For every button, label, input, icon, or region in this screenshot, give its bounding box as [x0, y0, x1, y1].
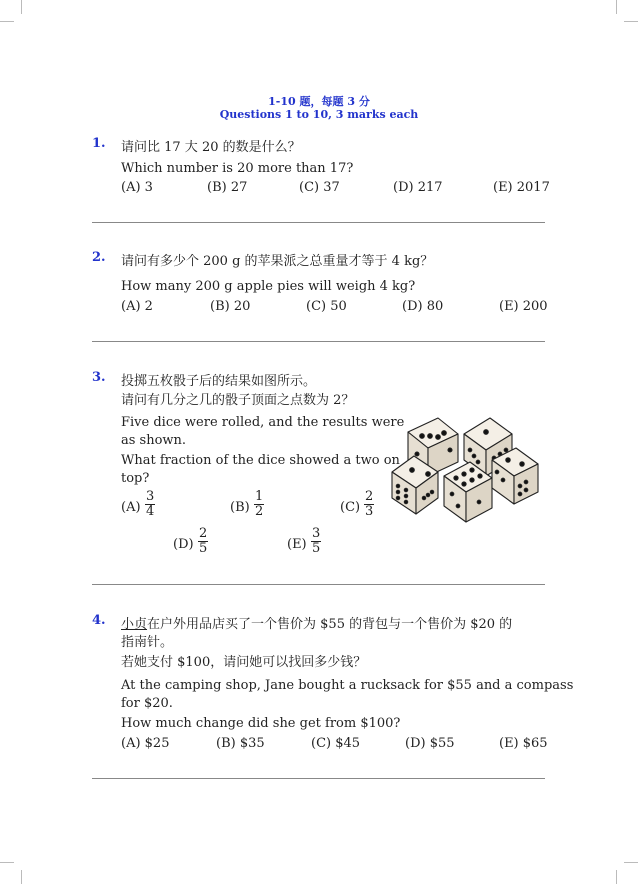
q2-option-a: (A) 2: [121, 299, 153, 314]
q3-option-e-numerator: 3: [312, 526, 321, 541]
q2-option-b: (B) 20: [210, 299, 251, 314]
q3-option-b-fraction: [254, 490, 264, 519]
crop-mark-bottom-right-h: [624, 862, 638, 863]
q3-option-c-denominator: 3: [365, 504, 374, 519]
question-3-cn-1: 投掷五枚骰子后的结果如图所示。: [121, 374, 317, 389]
question-3-en-1: Five dice were rolled, and the results were: [121, 415, 405, 430]
question-3-cn-2: 请问有几分之几的骰子顶面之点数为 2？: [121, 393, 355, 408]
die-5: [492, 448, 538, 504]
question-4-cn-3: 若她支付 $100，请问她可以找回多少钱？: [121, 655, 367, 670]
crop-mark-bottom-left: [21, 870, 22, 884]
dice-illustration: [386, 410, 548, 528]
crop-mark-top-left: [21, 0, 22, 14]
q1-option-a: (A) 3: [121, 180, 153, 195]
q3-option-a-numerator: 3: [146, 489, 155, 504]
question-4-name: 小贞: [121, 617, 148, 632]
question-1-cn: 请问比 17 大 20 的数是什么？: [121, 140, 301, 155]
crop-mark-bottom-left-h: [0, 862, 14, 863]
q3-option-b-denominator: 2: [255, 504, 264, 519]
question-4-number: 4.: [92, 613, 106, 628]
crop-mark-top-right: [616, 0, 617, 14]
q3-option-b-label: (B): [230, 500, 250, 515]
q4-option-e: (E) $65: [499, 736, 548, 751]
section-header-cn: 1-10 题，每题 3 分: [268, 95, 370, 108]
question-4-en-3: How much change did she get from $100?: [121, 716, 401, 731]
section-header-en: Questions 1 to 10, 3 marks each: [219, 108, 419, 121]
q4-option-b: (B) $35: [216, 736, 265, 751]
q3-option-a-fraction: [145, 490, 155, 519]
q3-option-a-label: (A): [121, 500, 141, 515]
q1-option-b: (B) 27: [207, 180, 248, 195]
q3-option-a-denominator: 4: [146, 504, 155, 519]
question-1-en: Which number is 20 more than 17?: [121, 161, 354, 176]
crop-mark-top-right-h: [624, 21, 638, 22]
q1-option-e: (E) 2017: [493, 180, 550, 195]
q2-option-c: (C) 50: [306, 299, 347, 314]
divider-3: [92, 584, 545, 585]
q3-option-e-label: (E): [287, 537, 307, 552]
question-4-cn-1-rest: 在户外用品店买了一个售价为 $55 的背包与一个售价为 $20 的: [147, 617, 513, 632]
q3-option-c-label: (C): [340, 500, 361, 515]
q3-option-c-fraction: [364, 490, 374, 519]
divider-4: [92, 778, 545, 779]
crop-mark-bottom-right: [616, 870, 617, 884]
question-4-cn-1: [121, 613, 512, 632]
q3-option-d-denominator: 5: [199, 541, 208, 556]
q3-option-e-fraction: [311, 527, 321, 556]
question-3-en-2: as shown.: [121, 433, 187, 448]
question-2-cn: 请问有多少个 200 g 的苹果派之总重量才等于 4 kg？: [121, 254, 434, 269]
question-3-en-4: top?: [121, 471, 150, 486]
q3-option-d-numerator: 2: [199, 526, 208, 541]
question-1-number: 1.: [92, 136, 106, 151]
q3-option-d-fraction: [198, 527, 208, 556]
question-4-en-1: At the camping shop, Jane bought a rucksack for $55 and a compass: [121, 678, 574, 693]
q1-option-c: (C) 37: [299, 180, 340, 195]
divider-1: [92, 222, 545, 223]
question-2-en: How many 200 g apple pies will weigh 4 kg?: [121, 279, 416, 294]
question-2-number: 2.: [92, 250, 106, 265]
q3-option-c-numerator: 2: [365, 489, 374, 504]
q1-option-d: (D) 217: [393, 180, 443, 195]
q3-option-e-denominator: 5: [312, 541, 321, 556]
q3-option-b-numerator: 1: [255, 489, 264, 504]
q2-option-d: (D) 80: [402, 299, 444, 314]
crop-mark-top-left-h: [0, 21, 14, 22]
q3-option-d-label: (D): [173, 537, 194, 552]
question-3-en-3: What fraction of the dice showed a two on: [121, 453, 400, 468]
q4-option-a: (A) $25: [121, 736, 170, 751]
question-4-cn-2: 指南针。: [121, 635, 174, 650]
divider-2: [92, 341, 545, 342]
question-4-en-2: for $20.: [121, 696, 173, 711]
q2-option-e: (E) 200: [499, 299, 548, 314]
q4-option-c: (C) $45: [311, 736, 361, 751]
question-3-number: 3.: [92, 370, 106, 385]
q4-option-d: (D) $55: [405, 736, 455, 751]
